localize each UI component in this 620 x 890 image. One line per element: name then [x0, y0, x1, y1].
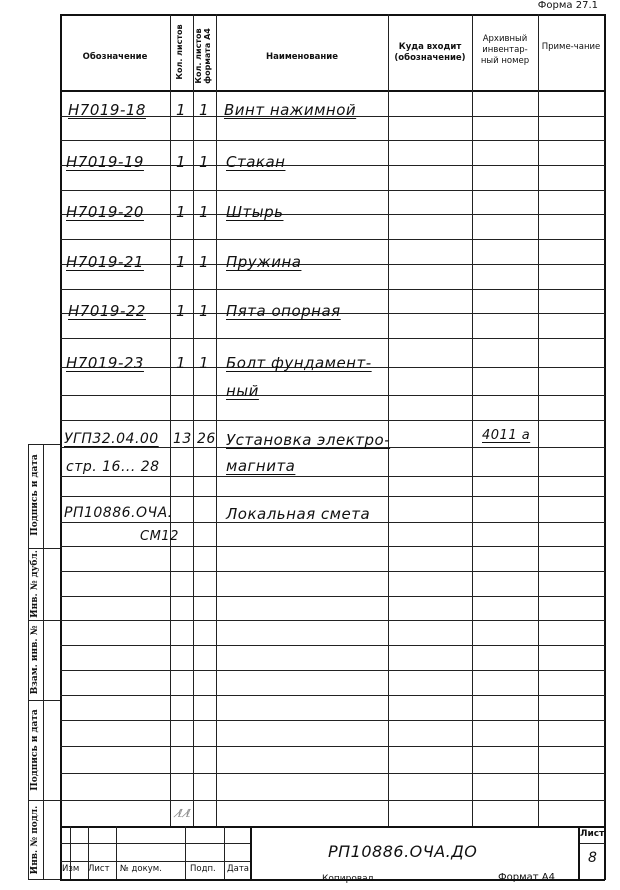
row2-designation: Н7019-19: [66, 153, 144, 171]
row3-name: Штырь: [226, 203, 284, 221]
row5-a4: 1: [199, 302, 210, 320]
row1-sheets: 1: [176, 101, 187, 119]
row8-designation-cont: СМ12: [140, 529, 179, 544]
title-col-date: Дата: [227, 864, 250, 874]
row7-a4: 26: [197, 431, 216, 447]
row6-designation: Н7019-23: [66, 354, 144, 372]
footer-copied: Копировал: [322, 874, 374, 884]
row7-name: Установка электро-: [226, 431, 391, 449]
row1-a4: 1: [199, 101, 210, 119]
side-label-inv-orig: Инв. № подл.: [30, 805, 40, 875]
form-label: Форма 27.1: [537, 0, 598, 11]
row7-archive: 4011 а: [482, 428, 531, 443]
row7-sheets: 13: [173, 431, 192, 447]
row7-designation: УГП32.04.00: [64, 431, 159, 447]
row5-sheets: 1: [176, 302, 187, 320]
side-label-sign-date-1: Подпись и дата: [30, 454, 40, 536]
row3-a4: 1: [199, 203, 210, 221]
row6-a4: 1: [199, 354, 210, 372]
title-col-sign: Подп.: [190, 864, 216, 874]
row2-a4: 1: [199, 153, 210, 171]
footer-format: Формат А4: [498, 872, 555, 883]
row3-designation: Н7019-20: [66, 203, 144, 221]
header-name: Наименование: [266, 52, 338, 62]
row4-a4: 1: [199, 253, 210, 271]
row2-name: Стакан: [226, 153, 286, 171]
row1-designation: Н7019-18: [68, 101, 146, 119]
row4-sheets: 1: [176, 253, 187, 271]
row4-name: Пружина: [226, 253, 302, 271]
row6-name-cont: ный: [226, 382, 259, 400]
title-doc-code: РП10886.ОЧА.ДО: [328, 842, 478, 861]
row4-designation: Н7019-21: [66, 253, 144, 271]
header-where-used: Куда входит (обозначение): [394, 42, 466, 63]
header-a4-count: Кол. листов формата А4: [194, 28, 212, 84]
header-designation: Обозначение: [82, 52, 148, 62]
title-col-doc: № докум.: [120, 864, 162, 874]
row7-name-cont: магнита: [226, 457, 296, 475]
title-sheet-label: Лист: [580, 829, 605, 839]
title-col-list: Лист: [88, 864, 110, 874]
row3-sheets: 1: [176, 203, 187, 221]
side-label-inv-dup: Инв. № дубл.: [30, 550, 40, 618]
header-archive-number: Архивный инвентар-ный номер: [480, 34, 530, 66]
title-sheet-number: 8: [588, 850, 598, 866]
row6-name: Болт фундамент-: [226, 354, 372, 372]
header-note: Приме-чание: [541, 42, 601, 52]
row8-name: Локальная смета: [226, 505, 371, 523]
side-label-sign-date-2: Подпись и дата: [30, 709, 40, 791]
side-label-vzam-inv: Взам. инв. №: [30, 625, 40, 695]
row5-name: Пята опорная: [226, 302, 341, 320]
row8-designation: РП10886.ОЧА.: [64, 505, 173, 521]
row5-designation: Н7019-22: [68, 302, 146, 320]
faint-marks: ℓ̸ ℓ̸: [178, 807, 191, 820]
row6-sheets: 1: [176, 354, 187, 372]
title-col-izm: Изм: [62, 864, 80, 874]
row1-name: Винт нажимной: [224, 101, 357, 119]
header-sheets-count: Кол. листов: [175, 24, 184, 80]
row2-sheets: 1: [176, 153, 187, 171]
row7-designation-cont: стр. 16... 28: [66, 459, 160, 475]
